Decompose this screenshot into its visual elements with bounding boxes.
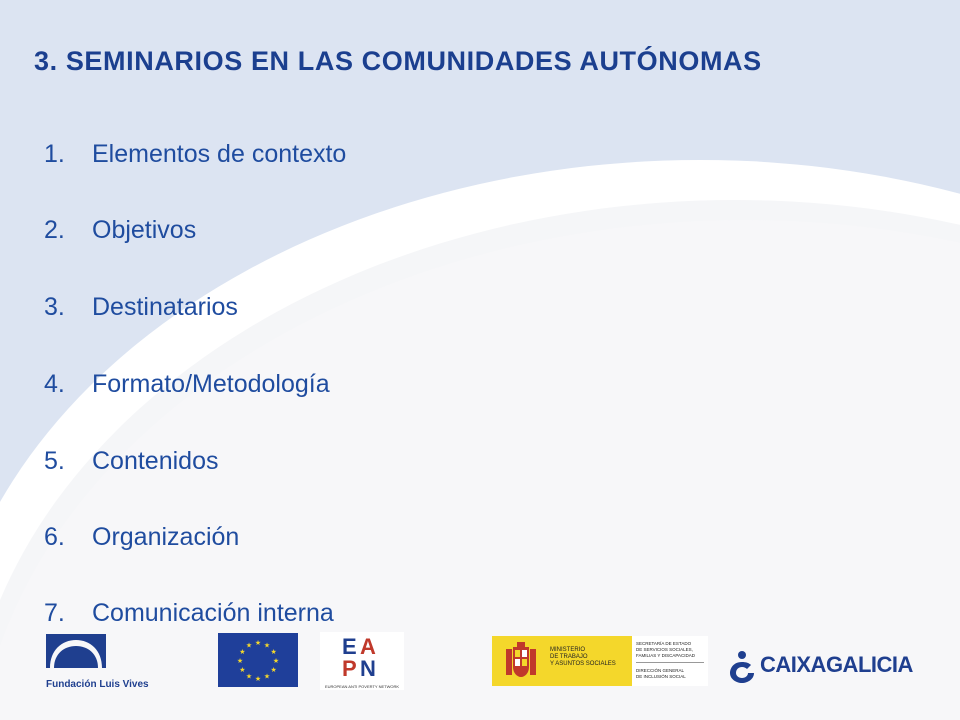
arch-icon [46,634,106,668]
caixagalicia-wordmark: CAIXAGALICIA [760,652,913,677]
ministerio-logo [492,636,708,686]
agenda-item-number: 2. [44,216,65,244]
agenda-item [44,370,330,399]
agenda-item-number: 5. [44,447,65,475]
eu-flag-logo [218,633,298,687]
agenda-item-label: Destinatarios [92,293,238,321]
sponsor-logos-bar [0,628,960,720]
svg-text:★: ★ [263,641,271,650]
svg-text:★: ★ [263,672,271,681]
agenda-item-number: 7. [44,599,65,627]
agenda-item-label: Elementos de contexto [92,140,347,168]
agenda-item [44,216,196,245]
coat-of-arms-icon [502,641,540,681]
agenda-item [44,447,218,476]
svg-text:★: ★ [272,657,280,665]
agenda-item [44,140,346,169]
caixa-swirl-icon [728,648,758,684]
svg-text:★: ★ [245,641,253,650]
agenda-item-number: 3. [44,293,65,321]
svg-text:★: ★ [254,675,262,683]
fundacion-luis-vives-logo [46,634,166,692]
slide-title: 3. SEMINARIOS EN LAS COMUNIDADES AUTÓNOMAS [34,46,762,76]
agenda-item-label: Organización [92,523,240,551]
svg-text:★: ★ [239,648,246,656]
svg-text:★: ★ [239,666,246,674]
direccion-text: DIRECCIÓN GENERAL DE INCLUSIÓN SOCIAL [636,668,686,679]
ministerio-text: MINISTERIO DE TRABAJO Y ASUNTOS SOCIALES [550,647,616,667]
agenda-item [44,523,239,552]
eapn-logo [320,632,404,690]
agenda-item-number: 6. [44,523,65,551]
eapn-letters-icon [320,632,404,680]
secretaria-text: SECRETARÍA DE ESTADO DE SERVICIOS SOCIALES, FAMILIAS Y DISCAPACIDAD [636,641,696,658]
agenda-item-label: Formato/Metodología [92,370,330,398]
eapn-tagline: EUROPEAN ANTI POVERTY NETWORK [324,684,400,689]
agenda-item-number: 1. [44,140,65,168]
agenda-item-label: Contenidos [92,447,219,475]
agenda-item-label: Comunicación interna [92,599,334,627]
svg-text:★: ★ [270,648,277,656]
agenda-item [44,599,334,628]
svg-text:P: P [342,656,357,680]
svg-text:A: A [360,634,376,659]
svg-text:E: E [342,634,357,659]
svg-text:★: ★ [270,666,277,674]
svg-text:N: N [360,656,376,680]
fundacion-luis-vives-text: Fundación Luis Vives [46,679,149,690]
svg-text:★: ★ [254,639,262,647]
agenda-item-label: Objetivos [92,216,197,244]
eu-stars-icon [218,633,298,687]
agenda-item-number: 4. [44,370,65,398]
svg-text:★: ★ [236,657,244,665]
svg-text:★: ★ [245,672,253,681]
ministerio-divider [636,662,704,663]
caixagalicia-logo [728,648,913,686]
agenda-item [44,293,238,322]
